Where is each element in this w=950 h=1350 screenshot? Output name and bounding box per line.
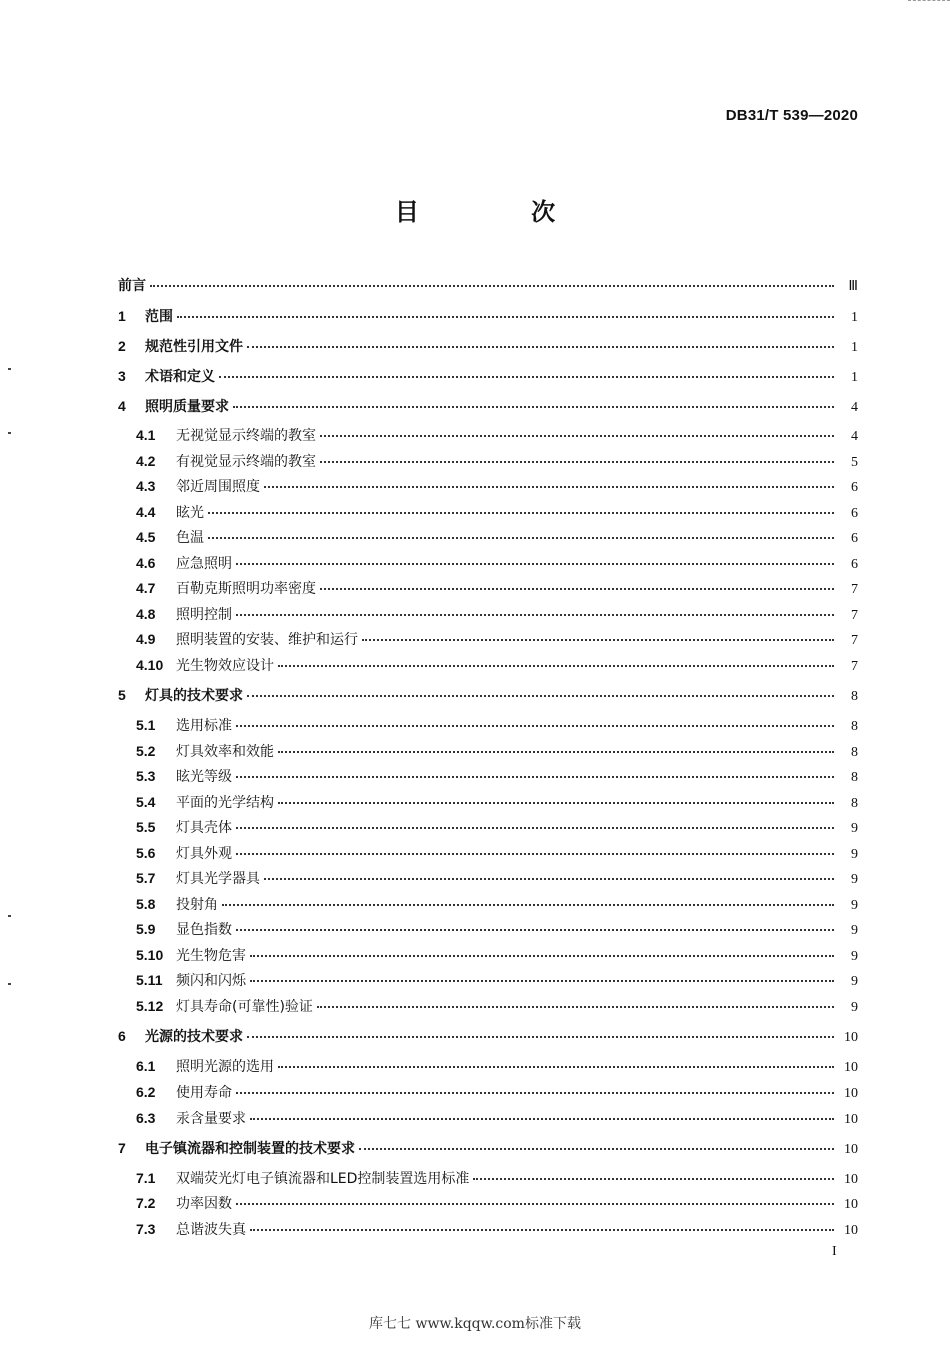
toc-entry-label: 眩光等级	[176, 769, 232, 785]
toc-entry-label: 应急照明	[176, 556, 232, 572]
toc-entry-number: 5.5	[136, 819, 156, 835]
toc-entry-label: 灯具效率和效能	[176, 744, 274, 760]
toc-dot-leader	[264, 485, 834, 488]
toc-entry-page: 7	[851, 608, 858, 623]
toc-entry-label: 术语和定义	[145, 369, 215, 385]
toc-entry-page: 9	[851, 974, 858, 989]
toc-entry-page: 10	[844, 1060, 858, 1075]
toc-dot-leader	[208, 536, 834, 539]
toc-dot-leader	[236, 613, 834, 616]
scan-speck	[8, 915, 11, 917]
toc-entry-label: 灯具的技术要求	[145, 688, 243, 704]
toc-entry[interactable]	[118, 996, 858, 1016]
toc-dot-leader	[473, 1177, 834, 1180]
toc-entry-page: 8	[851, 745, 858, 760]
toc-entry-number: 5.8	[136, 896, 156, 912]
toc-entry-label: 电子镇流器和控制装置的技术要求	[145, 1141, 355, 1157]
toc-entry-label: 频闪和闪烁	[176, 973, 246, 989]
toc-entry[interactable]	[118, 502, 858, 522]
toc-entry-page: 9	[851, 898, 858, 913]
toc-dot-leader	[247, 345, 834, 348]
toc-entry-number: 7.1	[136, 1170, 156, 1186]
scan-speck	[8, 368, 11, 370]
toc-entry-label: 功率因数	[176, 1196, 232, 1212]
toc-entry-label: 百勒克斯照明功率密度	[176, 581, 316, 597]
toc-entry-number: 5.9	[136, 921, 156, 937]
toc-entry-number: 4.6	[136, 555, 156, 571]
toc-entry[interactable]	[118, 276, 858, 296]
toc-entry[interactable]	[118, 817, 858, 837]
toc-entry-label: 灯具壳体	[176, 820, 232, 836]
toc-entry-number: 5.6	[136, 845, 156, 861]
toc-entry[interactable]	[118, 366, 858, 386]
toc-entry-label: 光生物效应设计	[176, 658, 274, 674]
toc-dot-leader	[247, 694, 834, 697]
toc-entry[interactable]	[118, 741, 858, 761]
toc-entry-label: 灯具外观	[176, 846, 232, 862]
toc-entry-page: 9	[851, 923, 858, 938]
toc-entry-page: 7	[851, 633, 858, 648]
toc-entry[interactable]	[118, 868, 858, 888]
toc-entry[interactable]	[118, 792, 858, 812]
toc-entry[interactable]	[118, 919, 858, 939]
toc-entry-number: 5.1	[136, 717, 156, 733]
toc-entry-page: 9	[851, 1000, 858, 1015]
toc-entry-label: 色温	[176, 530, 204, 546]
toc-entry-page: 5	[851, 455, 858, 470]
toc-entry-number: 5.12	[136, 998, 164, 1014]
toc-entry[interactable]	[118, 970, 858, 990]
toc-dot-leader	[317, 1005, 834, 1008]
toc-entry-number: 4.9	[136, 631, 156, 647]
toc-entry-label: 邻近周围照度	[176, 479, 260, 495]
toc-entry-label: 选用标准	[176, 718, 232, 734]
toc-entry[interactable]	[118, 336, 858, 356]
toc-dot-leader	[278, 1065, 834, 1068]
toc-dot-leader	[320, 434, 834, 437]
toc-entry-number: 5.10	[136, 947, 164, 963]
toc-entry-label: 光源的技术要求	[145, 1029, 243, 1045]
toc-entry[interactable]	[118, 843, 858, 863]
toc-entry[interactable]	[118, 1082, 858, 1102]
toc-entry-label: 照明光源的选用	[176, 1059, 274, 1075]
toc-entry[interactable]	[118, 1168, 858, 1188]
toc-entry-page: 7	[851, 582, 858, 597]
footer-watermark: 库七七 www.kqqw.com标准下载	[369, 1316, 581, 1332]
toc-entry-page: 9	[851, 872, 858, 887]
toc-entry-page: 10	[844, 1223, 858, 1238]
toc-entry-number: 6.3	[136, 1110, 156, 1126]
toc-entry-label: 投射角	[176, 897, 218, 913]
toc-entry[interactable]	[118, 1193, 858, 1213]
toc-entry-page: 9	[851, 821, 858, 836]
toc-entry-number: 7.3	[136, 1221, 156, 1237]
toc-entry-page: 6	[851, 531, 858, 546]
toc-entry-page: 6	[851, 557, 858, 572]
toc-entry-number: 5	[118, 687, 126, 703]
toc-dot-leader	[233, 405, 834, 408]
toc-dot-leader	[236, 724, 834, 727]
toc-entry-number: 1	[118, 308, 126, 324]
standard-code: DB31/T 539—2020	[725, 107, 858, 124]
toc-dot-leader	[320, 460, 834, 463]
toc-entry-page: 10	[844, 1172, 858, 1187]
toc-entry-number: 7.2	[136, 1195, 156, 1211]
toc-entry-number: 6	[118, 1028, 126, 1044]
toc-entry-page: 6	[851, 480, 858, 495]
toc-dot-leader	[236, 1202, 834, 1205]
toc-entry-label: 照明质量要求	[145, 399, 229, 415]
toc-dot-leader	[250, 954, 834, 957]
toc-entry[interactable]	[118, 578, 858, 598]
toc-entry-number: 4.8	[136, 606, 156, 622]
scan-speck	[8, 983, 11, 985]
toc-dot-leader	[278, 750, 834, 753]
toc-dot-leader	[250, 1117, 834, 1120]
toc-entry[interactable]	[118, 476, 858, 496]
toc-entry-page: Ⅲ	[848, 279, 858, 294]
toc-entry-label: 无视觉显示终端的教室	[176, 428, 316, 444]
toc-dot-leader	[278, 664, 834, 667]
toc-entry-page: 8	[851, 719, 858, 734]
toc-entry-number: 4.3	[136, 478, 156, 494]
toc-dot-leader	[362, 638, 834, 641]
toc-entry-label: 灯具寿命(可靠性)验证	[176, 999, 313, 1015]
toc-dot-leader	[247, 1035, 834, 1038]
toc-entry-label: 双端荧光灯电子镇流器和LED控制装置选用标准	[176, 1171, 470, 1187]
toc-entry[interactable]	[118, 553, 858, 573]
toc-entry-number: 3	[118, 368, 126, 384]
toc-dot-leader	[222, 903, 834, 906]
toc-entry-label: 总谐波失真	[176, 1222, 246, 1238]
toc-entry-label: 平面的光学结构	[176, 795, 274, 811]
toc-dot-leader	[264, 877, 834, 880]
toc-entry-number: 5.11	[136, 972, 163, 988]
toc-entry-label: 汞含量要求	[176, 1111, 246, 1127]
toc-dot-leader	[236, 826, 834, 829]
toc-entry[interactable]	[118, 1108, 858, 1128]
toc-entry-number: 6.2	[136, 1084, 156, 1100]
toc-entry-number: 5.4	[136, 794, 156, 810]
toc-entry[interactable]	[118, 1219, 858, 1239]
toc-dot-leader	[359, 1147, 834, 1150]
scan-speck	[8, 432, 11, 434]
toc-entry[interactable]	[118, 306, 858, 326]
toc-entry-number: 4.2	[136, 453, 156, 469]
toc-entry-number: 6.1	[136, 1058, 156, 1074]
toc-entry-label: 有视觉显示终端的教室	[176, 454, 316, 470]
toc-entry-page: 1	[851, 340, 858, 355]
toc-dot-leader	[150, 284, 834, 287]
toc-entry[interactable]	[118, 766, 858, 786]
toc-dot-leader	[278, 801, 834, 804]
toc-entry-number: 4	[118, 398, 126, 414]
toc-entry-number: 4.5	[136, 529, 156, 545]
toc-entry[interactable]	[118, 1056, 858, 1076]
toc-entry[interactable]	[118, 655, 858, 675]
toc-entry[interactable]	[118, 715, 858, 735]
toc-dot-leader	[320, 587, 834, 590]
toc-dot-leader	[219, 375, 834, 378]
toc-entry-number: 4.7	[136, 580, 156, 596]
toc-title: 目 次	[394, 198, 608, 226]
toc-entry[interactable]	[118, 604, 858, 624]
toc-entry-page: 10	[844, 1112, 858, 1127]
toc-entry[interactable]	[118, 894, 858, 914]
toc-entry-label: 照明装置的安装、维护和运行	[176, 632, 358, 648]
toc-entry-page: 10	[844, 1197, 858, 1212]
toc-entry-label: 灯具光学器具	[176, 871, 260, 887]
toc-entry-page: 8	[851, 689, 858, 704]
toc-entry-number: 7	[118, 1140, 126, 1156]
toc-entry[interactable]	[118, 451, 858, 471]
toc-entry-label: 范围	[145, 309, 173, 325]
toc-dot-leader	[250, 979, 834, 982]
toc-dot-leader	[236, 852, 834, 855]
toc-entry-label: 照明控制	[176, 607, 232, 623]
toc-entry-page: 7	[851, 659, 858, 674]
toc-entry-number: 5.3	[136, 768, 156, 784]
toc-entry-page: 10	[844, 1030, 858, 1045]
toc-entry-page: 9	[851, 847, 858, 862]
toc-dot-leader	[208, 511, 834, 514]
toc-entry-page: 6	[851, 506, 858, 521]
toc-entry[interactable]	[118, 629, 858, 649]
toc-entry-label: 规范性引用文件	[145, 339, 243, 355]
toc-entry-number: 2	[118, 338, 126, 354]
toc-entry-label: 光生物危害	[176, 948, 246, 964]
toc-dot-leader	[236, 775, 834, 778]
toc-dot-leader	[177, 315, 834, 318]
toc-entry-number: 4.4	[136, 504, 156, 520]
toc-entry[interactable]	[118, 425, 858, 445]
toc-dot-leader	[250, 1228, 834, 1231]
toc-entry-number: 5.7	[136, 870, 156, 886]
scan-corner-mark	[908, 0, 950, 5]
toc-entry[interactable]	[118, 396, 858, 416]
toc-entry-label: 眩光	[176, 505, 204, 521]
toc-entry-page: 8	[851, 770, 858, 785]
toc-entry[interactable]	[118, 1026, 858, 1046]
toc-entry[interactable]	[118, 1138, 858, 1158]
toc-entry-page: 8	[851, 796, 858, 811]
toc-entry-page: 10	[844, 1086, 858, 1101]
toc-entry[interactable]	[118, 945, 858, 965]
toc-entry-label: 显色指数	[176, 922, 232, 938]
toc-entry-page: 9	[851, 949, 858, 964]
toc-entry-label: 前言	[118, 278, 146, 294]
toc-entry-number: 5.2	[136, 743, 156, 759]
toc-entry-page: 1	[851, 370, 858, 385]
toc-dot-leader	[236, 928, 834, 931]
toc-entry-page: 4	[851, 429, 858, 444]
toc-entry-label: 使用寿命	[176, 1085, 232, 1101]
toc-dot-leader	[236, 562, 834, 565]
toc-dot-leader	[236, 1091, 834, 1094]
toc-entry[interactable]	[118, 685, 858, 705]
toc-entry-page: 10	[844, 1142, 858, 1157]
toc-entry-number: 4.10	[136, 657, 164, 673]
toc-entry[interactable]	[118, 527, 858, 547]
toc-entry-page: 1	[851, 310, 858, 325]
toc-entry-number: 4.1	[136, 427, 156, 443]
page-folio: I	[832, 1244, 837, 1259]
toc-entry-page: 4	[851, 400, 858, 415]
